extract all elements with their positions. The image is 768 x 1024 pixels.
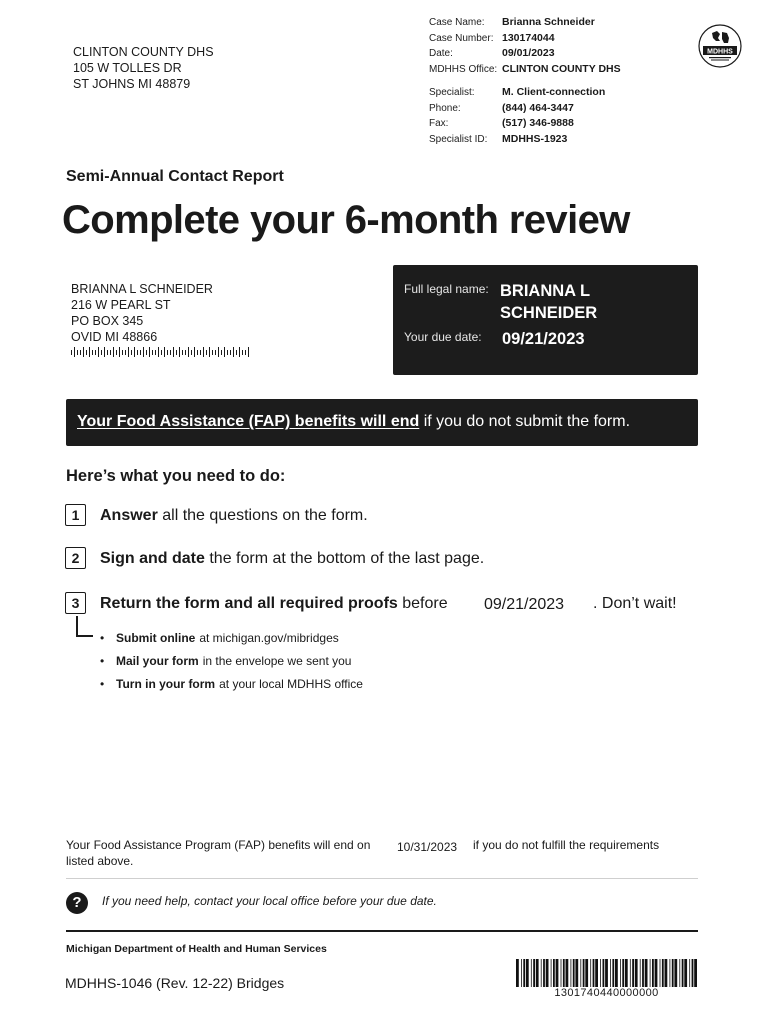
full-name-label: Full legal name:: [404, 282, 489, 296]
case-name: Brianna Schneider: [502, 16, 595, 28]
fap-text: listed above.: [66, 853, 134, 868]
fap-text: if you do not fulfill the requirements: [473, 838, 660, 852]
fap-notice: [66, 838, 706, 869]
case-number: 130174044: [502, 31, 555, 44]
divider: [66, 930, 698, 932]
connector-line: [76, 635, 93, 637]
sender-line: ST JOHNS MI 48879: [73, 77, 191, 91]
step-number: 1: [65, 504, 86, 526]
barcode: [516, 959, 697, 987]
full-legal-name: [500, 280, 650, 324]
name-box: [393, 265, 698, 375]
recipient-line: BRIANNA L SCHNEIDER: [71, 282, 213, 296]
list-item: • Turn in your form at your local MDHHS office: [100, 677, 363, 691]
connector-line: [76, 616, 78, 636]
postal-barcode: [71, 346, 251, 358]
due-date: 09/21/2023: [502, 330, 585, 348]
specialist-id-label: Specialist ID:: [429, 133, 488, 145]
barcode-number: 1301740440000000: [554, 987, 659, 999]
step-number: 2: [65, 547, 86, 569]
banner-emphasis: Your Food Assistance (FAP) benefits will end: [77, 413, 420, 430]
warning-banner: [66, 399, 698, 446]
case-number-label: Case Number:: [429, 32, 494, 44]
step-text: Return the form and all required proofs before: [100, 595, 448, 612]
phone-label: Phone:: [429, 102, 461, 114]
sender-address: [73, 44, 214, 92]
instructions-heading: Here’s what you need to do:: [66, 467, 286, 485]
date-label: Date:: [429, 48, 453, 59]
divider: [66, 878, 698, 879]
help-text: If you need help, contact your local office before your due date.: [102, 894, 437, 908]
case-name-label: Case Name:: [429, 17, 485, 28]
office-name: CLINTON COUNTY DHS: [502, 62, 621, 75]
return-options: [100, 627, 363, 696]
fax-number: (517) 346-9888: [502, 117, 574, 129]
sender-line: CLINTON COUNTY DHS: [73, 45, 214, 59]
list-item: • Mail your form in the envelope we sent you: [100, 654, 352, 668]
step-number: 3: [65, 592, 86, 614]
name-line: SCHNEIDER: [500, 304, 598, 322]
page-title: Complete your 6-month review: [62, 198, 630, 242]
specialist-name: M. Client-connection: [502, 86, 606, 98]
sender-line: 105 W TOLLES DR: [73, 61, 182, 75]
step-bold: Return the form and all required proofs: [100, 595, 398, 612]
question-icon: ?: [66, 892, 88, 914]
list-item: • Submit online at michigan.gov/mibridges: [100, 631, 339, 645]
case-info: [429, 15, 621, 147]
step-bold: Answer: [100, 507, 158, 524]
recipient-address: [71, 281, 213, 345]
due-date-label: Your due date:: [404, 330, 482, 344]
step-text: Sign and date the form at the bottom of the last page.: [100, 550, 485, 567]
fax-label: Fax:: [429, 118, 449, 129]
banner-text: if you do not submit the form.: [419, 413, 631, 430]
logo-text: MDHHS: [707, 48, 733, 56]
letter-date: 09/01/2023: [502, 47, 555, 59]
step-bold: Sign and date: [100, 550, 205, 567]
specialist-label: Specialist:: [429, 87, 475, 98]
department-name: Michigan Department of Health and Human Services: [66, 943, 327, 955]
step-text: Answer all the questions on the form.: [100, 507, 368, 524]
phone-number: (844) 464-3447: [502, 101, 574, 114]
recipient-line: OVID MI 48866: [71, 330, 158, 344]
return-by-date: 09/21/2023: [484, 596, 565, 613]
specialist-id: MDHHS-1923: [502, 132, 568, 145]
michigan-logo-icon: [698, 24, 742, 68]
recipient-line: PO BOX 345: [71, 314, 144, 328]
report-type: Semi-Annual Contact Report: [66, 168, 284, 185]
recipient-line: 216 W PEARL ST: [71, 298, 171, 312]
name-line: BRIANNA L: [500, 282, 591, 300]
fap-end-date: 10/31/2023: [397, 840, 458, 854]
form-number: MDHHS-1046 (Rev. 12-22) Bridges: [65, 975, 285, 991]
office-label: MDHHS Office:: [429, 63, 498, 75]
step-tail: . Don’t wait!: [593, 595, 677, 612]
fap-text: Your Food Assistance Program (FAP) benefits will end on: [66, 838, 371, 852]
